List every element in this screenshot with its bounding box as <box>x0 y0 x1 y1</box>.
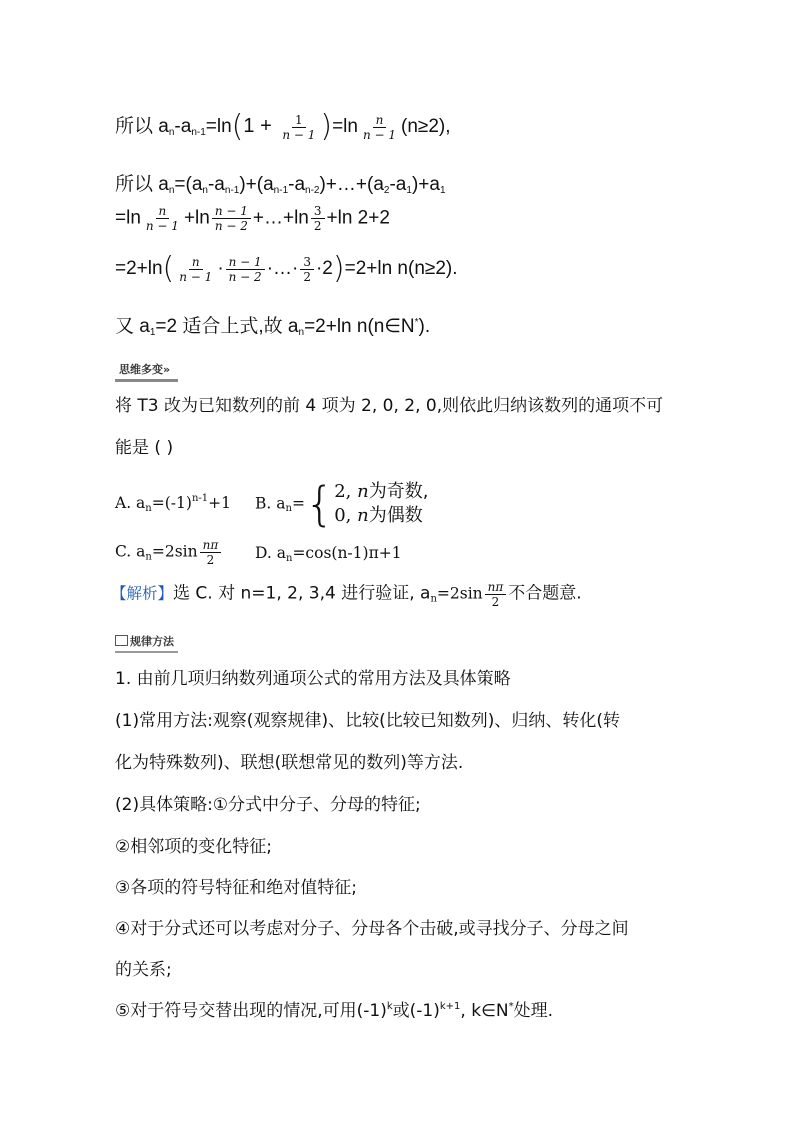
text: (n≥2), <box>401 116 451 138</box>
derivation-conclusion <box>115 317 430 336</box>
text: 又 a <box>115 316 150 337</box>
method-line-2: (1)常用方法:观察(观察规律)、比较(比较已知数列)、归纳、转化(转 <box>115 711 620 731</box>
text: +…+ln <box>252 207 309 229</box>
subscript: n-2 <box>305 185 320 196</box>
derivation-line-2 <box>115 175 446 194</box>
option-b <box>255 477 429 531</box>
option-a <box>115 493 231 514</box>
derivation-line-3 <box>115 204 390 233</box>
superscript: n-1 <box>191 493 209 504</box>
text: ·2 <box>315 258 333 280</box>
subscript: 1 <box>439 185 446 196</box>
denominator: n − 1 <box>145 219 179 233</box>
left-paren: ( <box>231 109 244 144</box>
numerator: n <box>156 204 170 219</box>
numerator: nπ <box>200 538 222 553</box>
method-line-8: 的关系; <box>115 960 172 980</box>
text: B. a <box>255 494 286 513</box>
section-tag-method <box>115 633 178 653</box>
case-even <box>334 504 428 528</box>
text: -a <box>389 174 407 195</box>
variable: n <box>357 481 369 502</box>
text: )+…+(a <box>319 174 384 195</box>
denominator: 2 <box>206 553 215 567</box>
subscript: n <box>285 553 293 564</box>
text: =ln <box>115 207 141 229</box>
numerator: 3 <box>311 204 325 219</box>
book-icon <box>115 635 128 646</box>
text: 选 C. 对 n=1, 2, 3,4 进行验证, a <box>173 583 431 604</box>
numerator: n − 1 <box>226 255 265 270</box>
text: +ln <box>183 207 210 229</box>
denominator: n − 2 <box>228 269 262 284</box>
text: 为偶数 <box>368 505 423 526</box>
text: =(a <box>174 174 203 195</box>
method-line-6: ③各项的符号特征和绝对值特征; <box>115 878 357 898</box>
method-line-1: 1. 由前几项归纳数列通项公式的常用方法及具体策略 <box>115 669 511 689</box>
numerator: n <box>189 255 203 270</box>
question-line-1: 将 T3 改为已知数列的前 4 项为 2, 0, 2, 0,则依此归纳该数列的通项不可 <box>115 396 664 416</box>
subscript: n-1 <box>273 185 289 196</box>
tag-label: 规律方法 <box>130 635 174 648</box>
superscript: * <box>414 317 419 328</box>
text: =2+ln n(n∈N <box>304 316 415 337</box>
text: 所以 a <box>115 174 169 195</box>
denominator: n − 2 <box>214 219 248 233</box>
answer-analysis <box>111 580 582 609</box>
text: 处理. <box>513 1001 554 1021</box>
text: =(-1) <box>151 494 192 512</box>
text: ⑤对于符号交替出现的情况,可用(-1) <box>115 1001 387 1021</box>
text: -a <box>207 174 225 195</box>
text: 0, <box>334 505 358 526</box>
text: =2 适合上式,故 a <box>155 316 299 337</box>
text: =ln <box>332 116 358 138</box>
subscript: n <box>168 127 175 139</box>
derivation-line-4 <box>115 251 458 286</box>
denominator: 2 <box>313 219 322 233</box>
text: 不合题意. <box>508 583 582 604</box>
text: =2+ln n(n≥2). <box>344 258 458 280</box>
question-line-2: 能是 ( ) <box>115 438 174 458</box>
text: C. a <box>115 542 146 561</box>
variable: n <box>357 505 369 526</box>
text: A. a <box>115 494 146 512</box>
text: 为奇数, <box>368 481 429 502</box>
text: =ln <box>205 116 232 138</box>
text: ). <box>418 316 431 337</box>
subscript: 1 <box>406 185 412 196</box>
text: =2+ln <box>115 258 163 280</box>
text: , k∈N <box>460 1001 509 1021</box>
fraction <box>279 113 318 142</box>
method-line-5: ②相邻项的变化特征; <box>115 837 272 857</box>
numerator: n <box>373 113 387 128</box>
text: -a <box>174 116 192 138</box>
denominator: n − 1 <box>362 127 397 142</box>
superscript: k+1 <box>439 1001 461 1012</box>
subscript: 2 <box>383 185 390 196</box>
method-line-9 <box>115 1003 553 1020</box>
left-paren: ( <box>162 251 175 286</box>
subscript: n <box>298 327 305 338</box>
text: =cos(n-1)π+1 <box>292 544 402 562</box>
denominator: n − 1 <box>282 127 316 142</box>
subscript: n <box>430 593 437 605</box>
fraction <box>176 255 215 284</box>
fraction <box>485 580 507 609</box>
subscript: n <box>145 503 152 514</box>
numerator: 3 <box>300 255 314 270</box>
text: +ln 2+2 <box>326 207 390 229</box>
subscript: 1 <box>149 327 156 338</box>
numerator: nπ <box>485 580 507 595</box>
subscript: n-1 <box>191 127 206 139</box>
fraction <box>143 204 182 233</box>
method-line-7: ④对于分式还可以考虑对分子、分母各个击破,或寻找分子、分母之间 <box>115 919 629 939</box>
superscript: * <box>508 1001 514 1012</box>
text: +1 <box>208 494 231 512</box>
fraction <box>226 255 265 284</box>
text: 或(-1) <box>392 1001 440 1021</box>
analysis-tag: 【解析】 <box>111 584 174 603</box>
superscript: k <box>386 1001 393 1012</box>
text: 所以 a <box>115 116 169 138</box>
option-d <box>255 546 402 562</box>
text: )+a <box>411 174 440 195</box>
method-line-4: (2)具体策略:①分式中分子、分母的特征; <box>115 795 421 815</box>
section-tag-variation: 思维多变» <box>115 361 178 382</box>
text: D. a <box>255 544 286 562</box>
subscript: n <box>168 185 175 196</box>
denominator: 2 <box>303 269 311 284</box>
text: 2, <box>334 481 358 502</box>
numerator: n − 1 <box>212 204 251 219</box>
subscript: n <box>202 185 208 196</box>
right-paren: ) <box>332 251 345 286</box>
case-odd <box>334 480 428 504</box>
subscript: n-1 <box>224 185 240 196</box>
fraction <box>212 204 251 233</box>
left-brace: { <box>304 477 335 531</box>
subscript: n <box>145 551 152 563</box>
numerator: 1 <box>292 113 306 128</box>
text: = <box>291 494 305 513</box>
text: =2sin <box>436 584 483 603</box>
piecewise-cases <box>334 480 428 528</box>
right-paren: ) <box>320 109 333 144</box>
denominator: 2 <box>491 595 500 609</box>
fraction <box>300 255 314 284</box>
text: )+(a <box>239 174 274 195</box>
fraction <box>200 538 222 567</box>
option-c <box>115 538 223 567</box>
text: -a <box>288 174 306 195</box>
text: 1 + <box>243 115 278 138</box>
text: ·…· <box>266 258 299 280</box>
text: =2sin <box>151 542 198 561</box>
denominator: n − 1 <box>179 269 213 284</box>
derivation-line-1 <box>115 109 451 144</box>
fraction <box>311 204 325 233</box>
text: · <box>217 258 224 280</box>
fraction <box>360 113 399 142</box>
subscript: n <box>285 503 292 514</box>
method-line-3: 化为特殊数列)、联想(联想常见的数列)等方法. <box>115 753 464 773</box>
